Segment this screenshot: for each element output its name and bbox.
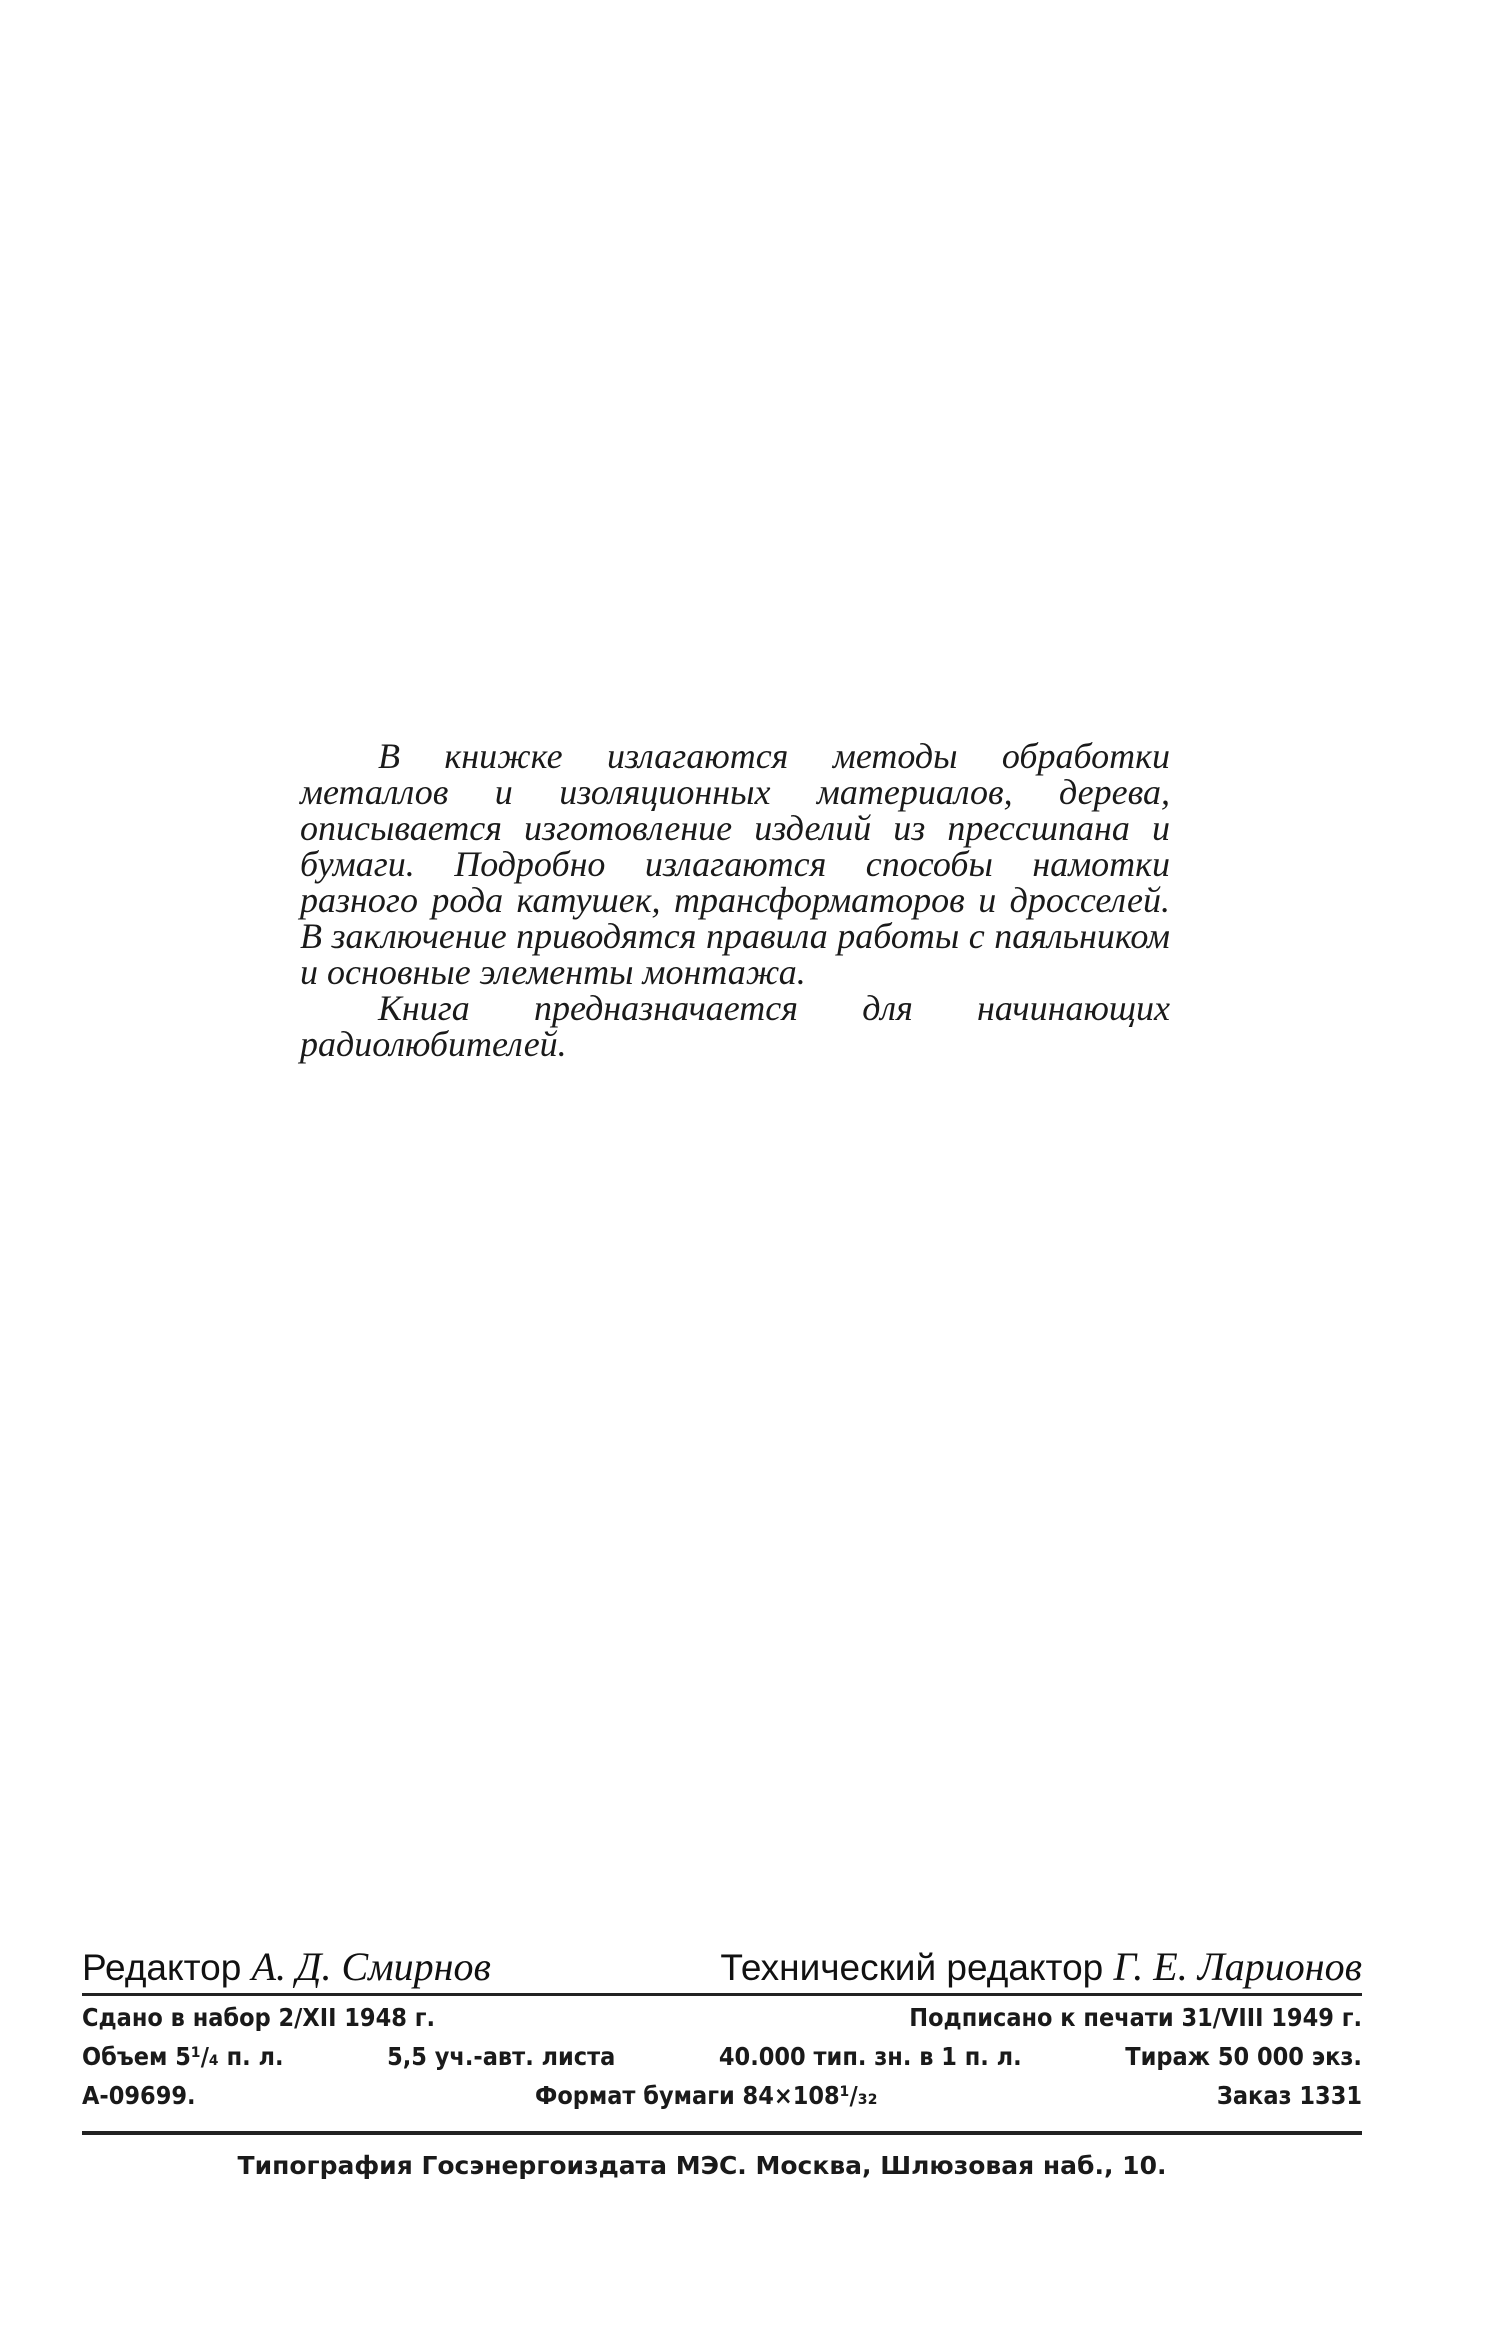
typeset-date: Сдано в набор 2/XII 1948 г. (82, 2003, 436, 2032)
imprint-row-volume (82, 2037, 1362, 2076)
annotation-audience: Книга предназначается для начинающих радиолюбителей. (300, 988, 1170, 1064)
imprint-row-dates (82, 1998, 1362, 2037)
imprint-row-format (82, 2076, 1362, 2115)
author-sheets: 5,5 уч.-авт. листа (387, 2042, 616, 2071)
editor-name: А. Д. Смирнов (251, 1944, 491, 1989)
printer-line: Типография Госэнергоиздата МЭС. Москва, Шлюзовая наб., 10. (237, 2151, 1167, 2180)
paper-format: Формат бумаги 84×108¹/₃₂ (535, 2081, 878, 2110)
technical-editor-name: Г. Е. Ларионов (1113, 1944, 1362, 1989)
annotation-block (300, 738, 1170, 1062)
divider-bottom (82, 2131, 1362, 2135)
imprint-block (82, 1944, 1362, 2183)
publication-code: А-09699. (82, 2081, 196, 2110)
signs-per-sheet: 40.000 тип. зн. в 1 п. л. (718, 2042, 1022, 2071)
print-run: Тираж 50 000 экз. (1125, 2042, 1362, 2071)
technical-editor-label: Технический редактор (720, 1947, 1104, 1988)
editor-label: Редактор (82, 1947, 242, 1988)
order-number: Заказ 1331 (1216, 2081, 1362, 2110)
signed-date: Подписано к печати 31/VIII 1949 г. (909, 2003, 1362, 2032)
editors-line (82, 1944, 1362, 1991)
editor (82, 1944, 491, 1991)
divider-top (82, 1993, 1362, 1996)
volume: Объем 5¹/₄ п. л. (82, 2042, 284, 2071)
annotation-paragraph: В книжке излагаются методы обработки металлов и изоляционных материалов, дерева, описывается изготовление изделий из прессшпана и бумаги. Подробно излагаются способы намотки разного рода катушек, трансформаторов и дросселей. В заключение приводятся правила работы с паяльником и основные элементы монтажа. (300, 736, 1170, 992)
technical-editor (720, 1944, 1362, 1991)
